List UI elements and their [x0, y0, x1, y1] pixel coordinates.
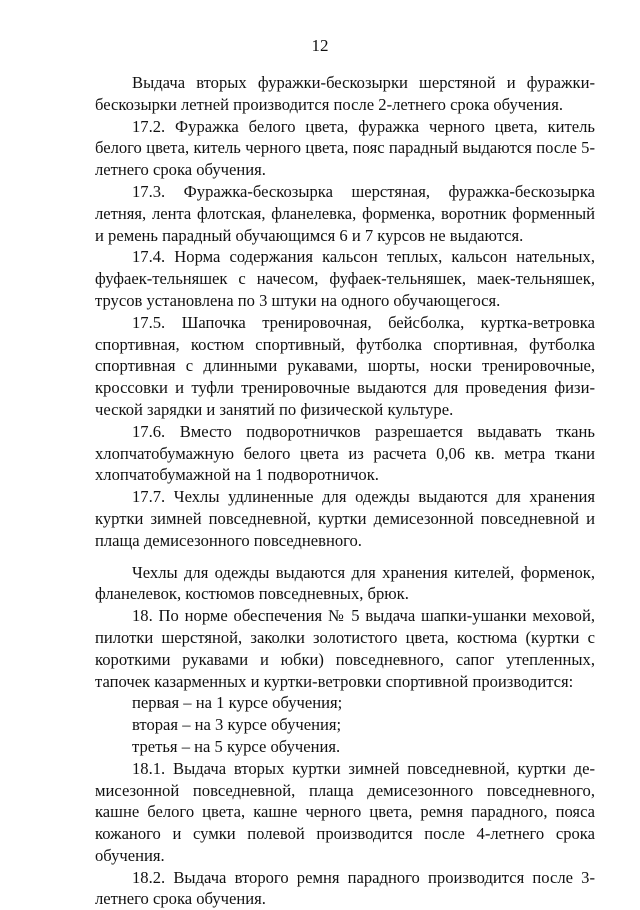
paragraph-fourth-caps: Выдача вторых фуражки-бескозырки шерстяной и фуражки-бескозырки летней производится после 2-летнего срока обучения. [95, 73, 595, 114]
list-item-first: первая – на 1 курсе обучения; [132, 693, 343, 713]
paragraph-17-7: 17.7. Чехлы удлиненные для одежды выдаются для хранения куртки зимней повседневной, куртки демисезонной повседневной и плаща демисезонного повседневного. [95, 487, 595, 550]
paragraph-18-2: 18.2. Выдача второго ремня парадного производится после 3-летнего срока обучения. [95, 867, 595, 909]
page-number: 12 [311, 36, 329, 55]
paragraph-17-2: 17.2. Фуражка белого цвета, фуражка черного цвета, китель белого цвета, китель черного цвета, пояс парадный выдаются после 5-летнего срока обучения. [95, 116, 595, 180]
paragraph-covers: Чехлы для одежды выдаются для хранения кителей, форменок, фланелевок, костюмов повседневных, брюк. [95, 562, 595, 604]
paragraph-18: 18. По норме обеспечения № 5 выдача шапки-ушанки меховой, пилотки шерстяной, заколки золотистого цвета, костюма (куртки с короткими рукавами и юбки) повседневного, сапог утепленных, тапочек казарменных и куртки-ветровки спортивной производится: [95, 606, 595, 691]
paragraph-18-1: 18.1. Выдача вторых куртки зимней повседневной, куртки демисезонной повседневной, плаща демисезонного повседневного, кашне белого цвета, кашне черного цвета, ремня парадного, пояса кожаного и сумки полевой производится после 4-летнего срока обучения. [95, 758, 595, 865]
list-item-third: третья – на 5 курсе обучения. [132, 736, 341, 756]
document-body [95, 72, 595, 910]
paragraph-17-5: 17.5. Шапочка тренировочная, бейсболка, куртка-ветровка спортивная, костюм спортивный, футболка спортивная, футболка спортивная с длинными рукавами, шорты, носки тренировочные, кроссовки и туфли тренировочные выдаются для проведения физической зарядки и занятий по физической культуре. [95, 312, 595, 419]
list-item-second: вторая – на 3 курсе обучения; [132, 715, 342, 735]
paragraph-17-3: 17.3. Фуражка-бескозырка шерстяная, фуражка-бескозырка летняя, лента флотская, фланелевка, форменка, воротник форменный и ремень парадный обучающимся 6 и 7 курсов не выдаются. [95, 181, 595, 245]
paragraph-17-6: 17.6. Вместо подворотничков разрешается выдавать ткань хлопчатобумажную белого цвета из расчета 0,06 кв. метра ткани хлопчатобумажной на 1 подворотничок. [95, 421, 595, 485]
paragraph-17-4: 17.4. Норма содержания кальсон теплых, кальсон нательных, фуфаек-тельняшек с начесом, фуфаек-тельняшек, маек-тельняшек, трусов установлена по 3 штуки на одного обучающегося. [95, 247, 595, 310]
